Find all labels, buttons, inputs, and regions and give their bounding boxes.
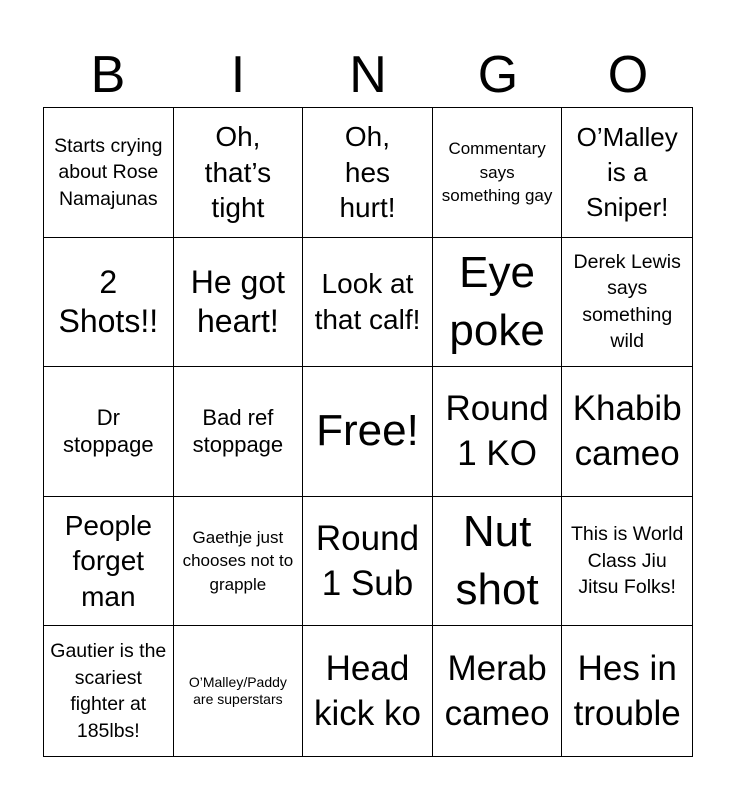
bingo-cell[interactable] bbox=[562, 626, 692, 756]
bingo-cell[interactable] bbox=[562, 497, 692, 627]
cell-text: Nut shot bbox=[455, 507, 539, 615]
bingo-cell[interactable] bbox=[174, 497, 304, 627]
bingo-cell[interactable] bbox=[44, 108, 174, 238]
bingo-cell[interactable] bbox=[433, 108, 563, 238]
bingo-cell[interactable] bbox=[303, 626, 433, 756]
bingo-cell[interactable] bbox=[562, 108, 692, 238]
bingo-cell[interactable] bbox=[433, 626, 563, 756]
bingo-cell[interactable] bbox=[174, 238, 304, 368]
cell-text: Derek Lewis says something wild bbox=[573, 250, 681, 353]
bingo-header bbox=[43, 44, 693, 106]
cell-text: Head kick ko bbox=[314, 648, 421, 734]
free-space-label: Free! bbox=[316, 406, 419, 456]
cell-text: Bad ref stoppage bbox=[192, 404, 284, 458]
bingo-cell[interactable] bbox=[44, 367, 174, 497]
header-letter-o: O bbox=[607, 46, 649, 104]
cell-text: Eye poke bbox=[449, 247, 545, 355]
bingo-cell[interactable] bbox=[44, 497, 174, 627]
bingo-cell[interactable] bbox=[562, 238, 692, 368]
header-letter-i: I bbox=[230, 46, 246, 104]
cell-text: Look at that calf! bbox=[314, 268, 421, 335]
cell-text: Dr stoppage bbox=[63, 404, 154, 458]
bingo-cell[interactable] bbox=[303, 497, 433, 627]
bingo-cell[interactable] bbox=[433, 367, 563, 497]
cell-text: 2 Shots!! bbox=[58, 263, 159, 339]
cell-text: Khabib cameo bbox=[572, 388, 682, 474]
bingo-cell[interactable] bbox=[174, 367, 304, 497]
cell-text: This is World Class Jiu Jitsu Folks! bbox=[571, 523, 684, 599]
cell-text: Oh, hes hurt! bbox=[339, 120, 396, 224]
cell-text: Gaethje just chooses not to grapple bbox=[182, 527, 294, 594]
header-letter-n: N bbox=[349, 46, 387, 104]
header-letter-b: B bbox=[90, 46, 126, 104]
header-letter-g: G bbox=[477, 46, 519, 104]
bingo-cell[interactable] bbox=[562, 367, 692, 497]
bingo-cell[interactable] bbox=[174, 626, 304, 756]
cell-text: Round 1 KO bbox=[445, 388, 549, 474]
bingo-cell[interactable] bbox=[303, 238, 433, 368]
cell-text: Oh, that’s tight bbox=[204, 120, 272, 224]
bingo-cell[interactable] bbox=[303, 108, 433, 238]
cell-text: He got heart! bbox=[190, 263, 286, 339]
cell-text: Round 1 Sub bbox=[315, 518, 420, 604]
cell-text: O’Malley/Paddy are superstars bbox=[188, 674, 287, 708]
bingo-board bbox=[43, 107, 693, 757]
bingo-cell[interactable] bbox=[174, 108, 304, 238]
cell-text: Merab cameo bbox=[444, 648, 550, 734]
bingo-cell[interactable] bbox=[433, 497, 563, 627]
bingo-cell[interactable] bbox=[433, 238, 563, 368]
cell-text: Commentary says something gay bbox=[441, 139, 553, 206]
cell-text: Starts crying about Rose Namajunas bbox=[54, 134, 163, 210]
cell-text: O’Malley is a Sniper! bbox=[576, 121, 678, 222]
bingo-cell[interactable] bbox=[44, 238, 174, 368]
free-space[interactable] bbox=[303, 367, 433, 497]
bingo-cell[interactable] bbox=[44, 626, 174, 756]
cell-text: People forget man bbox=[64, 509, 152, 612]
cell-text: Hes in trouble bbox=[573, 648, 681, 734]
cell-text: Gautier is the scariest fighter at 185lbs! bbox=[50, 640, 167, 742]
